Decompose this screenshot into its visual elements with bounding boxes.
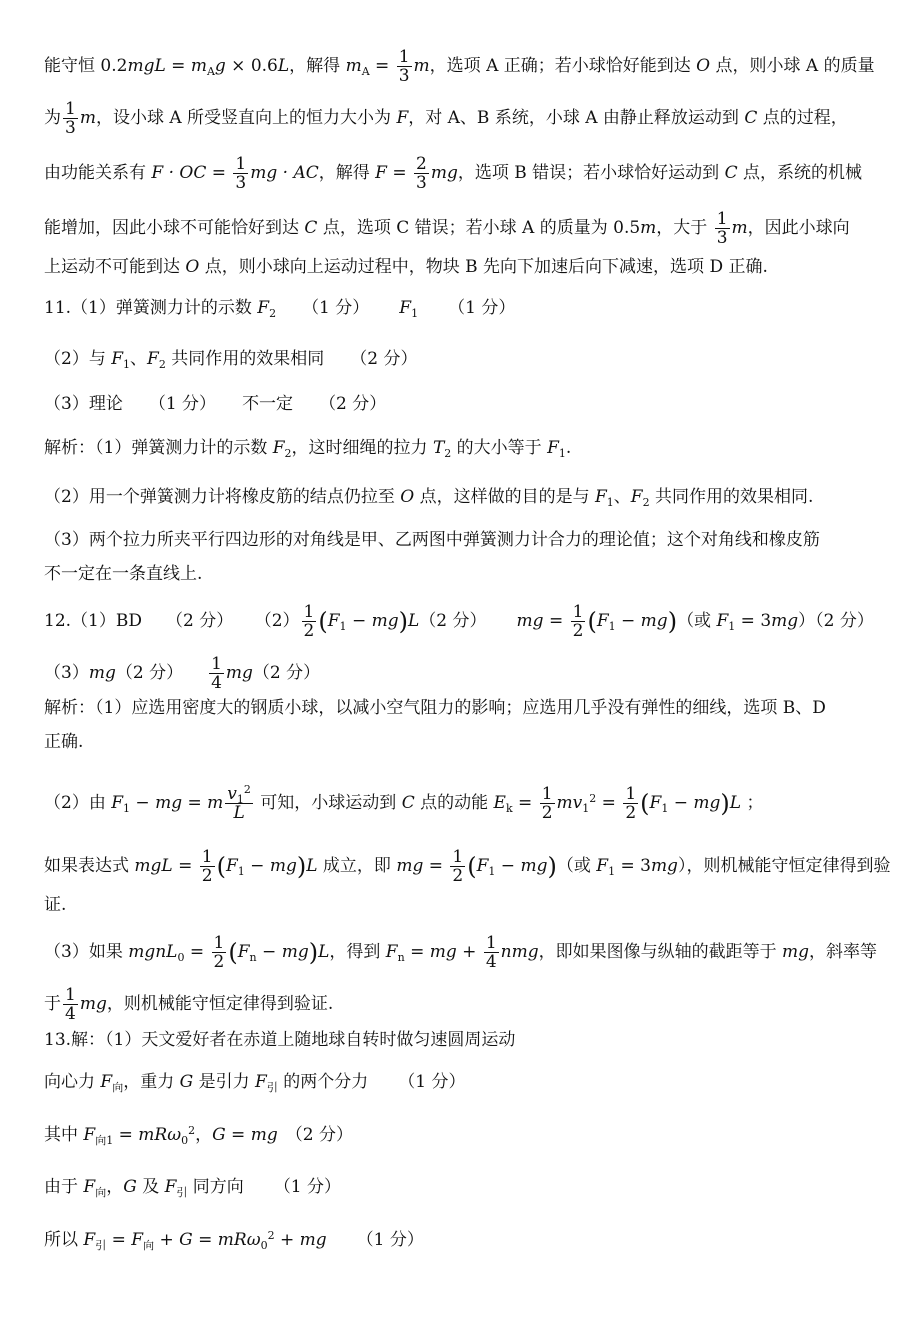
subscript: 引 (176, 1186, 188, 1199)
text: 12.（1）BD (44, 611, 142, 631)
text-line (44, 437, 860, 459)
fraction: $\frac{v_1^2}{L}$ (227, 783, 251, 823)
subscript: 引 (95, 1239, 107, 1252)
math: mR (217, 1230, 247, 1250)
text-line (44, 393, 860, 415)
subscript: 0 (177, 951, 185, 964)
text: ，则机械能守恒定律得到验证. (106, 994, 334, 1014)
math: F (596, 856, 609, 876)
text: = (184, 942, 210, 962)
text-line (44, 785, 860, 822)
text: ，对 A、B 系统，小球 A 由静止释放运动到 (408, 108, 745, 128)
math: mg (299, 1230, 327, 1250)
text: = (596, 793, 622, 813)
math: mgnL (128, 942, 178, 962)
fraction: $\frac{1}{4}$ (211, 654, 222, 693)
text-line (44, 894, 860, 916)
text: 、 (130, 349, 148, 369)
paren: ( (467, 852, 477, 881)
score: ）（2 分） (798, 611, 874, 631)
score: （1 分） (148, 394, 217, 414)
text: 上运动不可能到达 (44, 257, 186, 277)
paren: ) (547, 852, 557, 881)
math: L (729, 793, 742, 813)
text: ，因此小球向 (747, 218, 850, 238)
math: E (493, 793, 506, 813)
math: F (476, 856, 489, 876)
text-line (44, 563, 860, 585)
text: ，设小球 A 所受竖直向上的恒力大小为 (95, 108, 397, 128)
text: = (543, 611, 569, 631)
text: 由于 (44, 1177, 84, 1197)
subscript: 2 (269, 307, 277, 320)
subscript: 1 (339, 620, 347, 633)
math: O (400, 487, 415, 507)
text: 13.解：（1）天文爱好者在赤道上随地球自转时做匀速圆周运动 (44, 1030, 516, 1050)
text: ，选项 B 错误；若小球恰好运动到 (457, 163, 725, 183)
score: （2 分） (115, 663, 184, 683)
text: + (154, 1230, 180, 1250)
text: ，选项 A 正确；若小球恰好能到达 (429, 56, 697, 76)
subscript: 0 (260, 1239, 268, 1252)
math: mg (79, 994, 107, 1014)
fraction: $\frac{1}{2}$ (541, 784, 553, 823)
text-line (44, 486, 860, 508)
text: 能增加，因此小球不可能恰好到达 (44, 218, 305, 238)
math: F (716, 611, 729, 631)
text-line (44, 47, 875, 86)
subscript: A (361, 65, 370, 78)
math: mgL (134, 856, 173, 876)
text: 、 (613, 487, 631, 507)
text-line (44, 348, 860, 370)
text: − (495, 856, 521, 876)
score: （2 分） (165, 611, 234, 631)
subscript: 1 (728, 620, 736, 633)
math: F (257, 298, 270, 318)
text: 共同作用的效果相同. (649, 487, 814, 507)
text: = (404, 942, 430, 962)
math: F (100, 1072, 113, 1092)
subscript: 1 (582, 802, 590, 815)
math: F (649, 793, 662, 813)
math: mg (520, 856, 548, 876)
paren: ( (640, 789, 650, 818)
superscript: 2 (589, 792, 597, 805)
subscript: 向1 (95, 1134, 114, 1147)
math: mg (640, 611, 668, 631)
math: F (385, 942, 398, 962)
subscript: n (249, 951, 257, 964)
text: （2） (263, 611, 300, 631)
math: g (214, 56, 226, 76)
text: （2）用一个弹簧测力计将橡皮筋的结点仍拉至 (44, 487, 401, 507)
text: ，斜率等 (809, 942, 878, 962)
text-line (44, 847, 891, 886)
math: F (630, 487, 643, 507)
fraction: $\frac{1}{2}$ (452, 847, 464, 886)
text: （3）如果 (44, 942, 129, 962)
math: F (83, 1125, 96, 1145)
text: − (615, 611, 641, 631)
score: （2 分） (319, 394, 387, 414)
math: L (408, 611, 420, 631)
text: 成立，即 (317, 856, 397, 876)
text: 证. (44, 895, 67, 915)
math: F (396, 108, 409, 128)
math: m (731, 218, 748, 238)
text-line (44, 297, 860, 319)
math: mg (430, 163, 458, 183)
fraction: $\frac{1}{2}$ (213, 933, 225, 972)
text: − (256, 942, 282, 962)
text: 正确. (44, 732, 84, 752)
text: 为 (44, 108, 61, 128)
fraction: $\frac{1}{2}$ (625, 784, 637, 823)
fraction: $\frac{1}{2}$ (201, 847, 213, 886)
math: ω (167, 1125, 182, 1145)
paren: ) (720, 789, 730, 818)
text-line (44, 256, 860, 278)
math: F (255, 1072, 267, 1092)
math: F (399, 298, 412, 318)
text: 点的过程， (757, 108, 848, 128)
math: mg (250, 1125, 278, 1145)
math: nmg (500, 942, 539, 962)
math: F (83, 1230, 96, 1250)
text: = (113, 1125, 139, 1145)
text: 其中 (44, 1125, 84, 1145)
text: + (456, 942, 482, 962)
fraction: $\frac{1}{3}$ (398, 47, 410, 86)
math: m (413, 56, 430, 76)
paren: ( (228, 938, 238, 967)
text: 及 (136, 1177, 165, 1197)
text: ），则机械能守恒定律得到验 (677, 856, 891, 876)
subscript: A (206, 65, 215, 78)
math: m (207, 793, 224, 813)
math: L (277, 56, 290, 76)
text: 可知，小球运动到 (254, 793, 402, 813)
paren: ( (587, 607, 597, 636)
subscript: 0 (181, 1134, 189, 1147)
text: = 3 (735, 611, 772, 631)
text: ，解得 (318, 163, 376, 183)
text: + (274, 1230, 300, 1250)
math: T (432, 438, 445, 458)
text: 不一定 (242, 394, 294, 414)
text: ， (106, 1177, 124, 1197)
subscript: 2 (444, 447, 452, 460)
math: mg (225, 663, 253, 683)
math: F (547, 438, 559, 458)
math: F · OC (151, 163, 207, 183)
text-line (44, 100, 860, 137)
subscript: 1 (123, 358, 131, 371)
text: − (244, 856, 270, 876)
text: 不一定在一条直线上. (44, 564, 203, 584)
subscript: 2 (158, 358, 166, 371)
text: = (106, 1230, 132, 1250)
math: m (345, 56, 362, 76)
text: 所以 (44, 1230, 84, 1250)
score: （1 分） (356, 1230, 424, 1250)
subscript: 1 (411, 307, 419, 320)
subscript: 向 (112, 1081, 124, 1094)
text: ，这时细绳的拉力 (291, 438, 433, 458)
math: O (696, 56, 711, 76)
math: mg (429, 942, 457, 962)
superscript: 2 (188, 1124, 196, 1137)
text: ， (195, 1125, 213, 1145)
text: = (192, 1230, 218, 1250)
text: 点，则小球 A 的质量 (710, 56, 875, 76)
text: （3）两个拉力所夹平行四边形的对角线是甲、乙两图中弹簧测力计合力的理论值；这个对角线和橡皮筋 (44, 530, 820, 550)
text: = 3 (615, 856, 651, 876)
text: × 0.6 (225, 56, 278, 76)
text-line (44, 697, 860, 719)
math: mgL (127, 56, 166, 76)
math: F (327, 611, 340, 631)
text-line (44, 1229, 860, 1251)
text: = (369, 56, 395, 76)
subscript: 1 (661, 802, 669, 815)
text: （2）与 (44, 349, 112, 369)
text-line (44, 1071, 860, 1093)
paren: ( (216, 852, 226, 881)
fraction: $\frac{1}{2}$ (572, 602, 584, 641)
math: mg (88, 663, 116, 683)
text: 向心力 (44, 1072, 101, 1092)
text: 的两个分力 (277, 1072, 369, 1092)
text: = (165, 56, 191, 76)
math: G (212, 1125, 226, 1145)
math: F (225, 856, 238, 876)
math: mg (396, 856, 424, 876)
text: （2）由 (44, 793, 112, 813)
subscript: 2 (284, 447, 292, 460)
score: （2 分） (252, 663, 321, 683)
math: C (744, 108, 758, 128)
math: F (594, 487, 607, 507)
math: m (79, 108, 96, 128)
math: F (596, 611, 609, 631)
text: . (565, 438, 572, 458)
fraction: $\frac{2}{3}$ (416, 154, 427, 193)
subscript: n (397, 951, 405, 964)
text-line (44, 731, 860, 753)
subscript: 2 (642, 496, 650, 509)
fraction: $\frac{1}{2}$ (303, 602, 315, 641)
subscript: k (505, 802, 513, 815)
text: − (668, 793, 694, 813)
text: 点的动能 (414, 793, 494, 813)
superscript: 2 (267, 1229, 275, 1242)
math: mg (650, 856, 678, 876)
text-line (44, 155, 860, 192)
text: （或 (677, 611, 717, 631)
paren: ) (296, 852, 307, 881)
text: 是引力 (193, 1072, 256, 1092)
math: F (375, 163, 387, 183)
math: mg (516, 611, 544, 631)
math: m (190, 56, 207, 76)
math: F (164, 1177, 177, 1197)
math: m (640, 218, 657, 238)
text: ，即如果图像与纵轴的截距等于 (538, 942, 783, 962)
math: mg (155, 793, 183, 813)
text: = (423, 856, 449, 876)
text: ，大于 (656, 218, 713, 238)
score: （1 分） (398, 1072, 466, 1092)
text: 点，选项 C 错误；若小球 A 的质量为 0.5 (317, 218, 641, 238)
math: mR (138, 1125, 168, 1145)
fraction: $\frac{1}{3}$ (65, 99, 76, 138)
text: ，重力 (123, 1072, 180, 1092)
subscript: 1 (237, 865, 245, 878)
math: ω (246, 1230, 261, 1250)
math: mg (269, 856, 297, 876)
math: O (185, 257, 200, 277)
subscript: 向 (143, 1239, 155, 1252)
math: mg (281, 942, 309, 962)
score: （1 分） (302, 298, 370, 318)
paren: ) (398, 607, 408, 636)
math: F (111, 793, 124, 813)
math: F (272, 438, 285, 458)
paren: ( (318, 607, 328, 636)
text: 11.（1）弹簧测力计的示数 (44, 298, 258, 318)
text: = (386, 163, 413, 183)
text: = (225, 1125, 251, 1145)
text-line (44, 529, 860, 551)
text-line (44, 210, 860, 247)
text-line (44, 1029, 860, 1051)
text-line (44, 602, 874, 641)
paren: ) (308, 938, 319, 967)
text: 的大小等于 (451, 438, 548, 458)
math: mg (693, 793, 721, 813)
text: （3）理论 (44, 394, 123, 414)
text: = (172, 856, 198, 876)
score: （2 分） (350, 349, 418, 369)
score: （1 分） (448, 298, 516, 318)
text: ； (741, 793, 764, 813)
text: 于 (44, 994, 61, 1014)
text: − (130, 793, 156, 813)
text: ，解得 (289, 56, 346, 76)
math: mg · AC (250, 163, 319, 183)
math: F (237, 942, 250, 962)
text: 点，系统的机械 (737, 163, 862, 183)
math: mg (771, 611, 799, 631)
text-line (44, 1176, 860, 1198)
text: 解析：（1）应选用密度大的钢质小球，以减小空气阻力的影响；应选用几乎没有弹性的细线，选项 B、D (44, 698, 826, 718)
math: F (147, 349, 159, 369)
subscript: 1 (606, 496, 614, 509)
math: mg (371, 611, 399, 631)
text-line (44, 655, 860, 692)
text: − (346, 611, 372, 631)
fraction: $\frac{1}{3}$ (716, 209, 728, 248)
math: C (724, 163, 738, 183)
text: 能守恒 0.2 (44, 56, 128, 76)
subscript: 1 (608, 620, 616, 633)
text: = (512, 793, 538, 813)
text: 点，则小球向上运动过程中，物块 B 先向下加速后向下减速，选项 D 正确. (199, 257, 768, 277)
text-line (44, 933, 878, 972)
math: L (306, 856, 318, 876)
text: 由功能关系有 (44, 163, 152, 183)
text: （3） (44, 663, 89, 683)
text: 共同作用的效果相同 (165, 349, 325, 369)
score: （2 分） (419, 611, 487, 631)
text: （或 (556, 856, 597, 876)
text: = (206, 163, 232, 183)
math: F (131, 1230, 144, 1250)
subscript: 1 (123, 802, 131, 815)
subscript: 1 (558, 447, 566, 460)
math: C (304, 218, 318, 238)
text: 如果表达式 (44, 856, 135, 876)
subscript: 1 (608, 865, 616, 878)
math: G (179, 1230, 193, 1250)
text: = (182, 793, 208, 813)
text: 同方向 (187, 1177, 244, 1197)
subscript: 1 (488, 865, 496, 878)
math: G (179, 1072, 194, 1092)
score: （2 分） (285, 1125, 353, 1145)
subscript: 向 (95, 1186, 107, 1199)
paren: ) (667, 607, 678, 636)
score: （1 分） (273, 1177, 342, 1197)
math: mv (556, 793, 583, 813)
fraction: $\frac{1}{3}$ (235, 154, 247, 193)
text: 解析：（1）弹簧测力计的示数 (44, 438, 273, 458)
math: C (401, 793, 415, 813)
text-line (44, 1124, 860, 1146)
subscript: 引 (266, 1081, 278, 1094)
fraction: $\frac{1}{4}$ (65, 985, 76, 1024)
math: G (123, 1177, 137, 1197)
text: ，得到 (329, 942, 386, 962)
math: L (318, 942, 330, 962)
text-line (44, 986, 860, 1023)
math: F (111, 349, 124, 369)
text: 点，这样做的目的是与 (414, 487, 595, 507)
fraction: $\frac{1}{4}$ (485, 933, 497, 972)
math: mg (782, 942, 810, 962)
math: F (83, 1177, 96, 1197)
